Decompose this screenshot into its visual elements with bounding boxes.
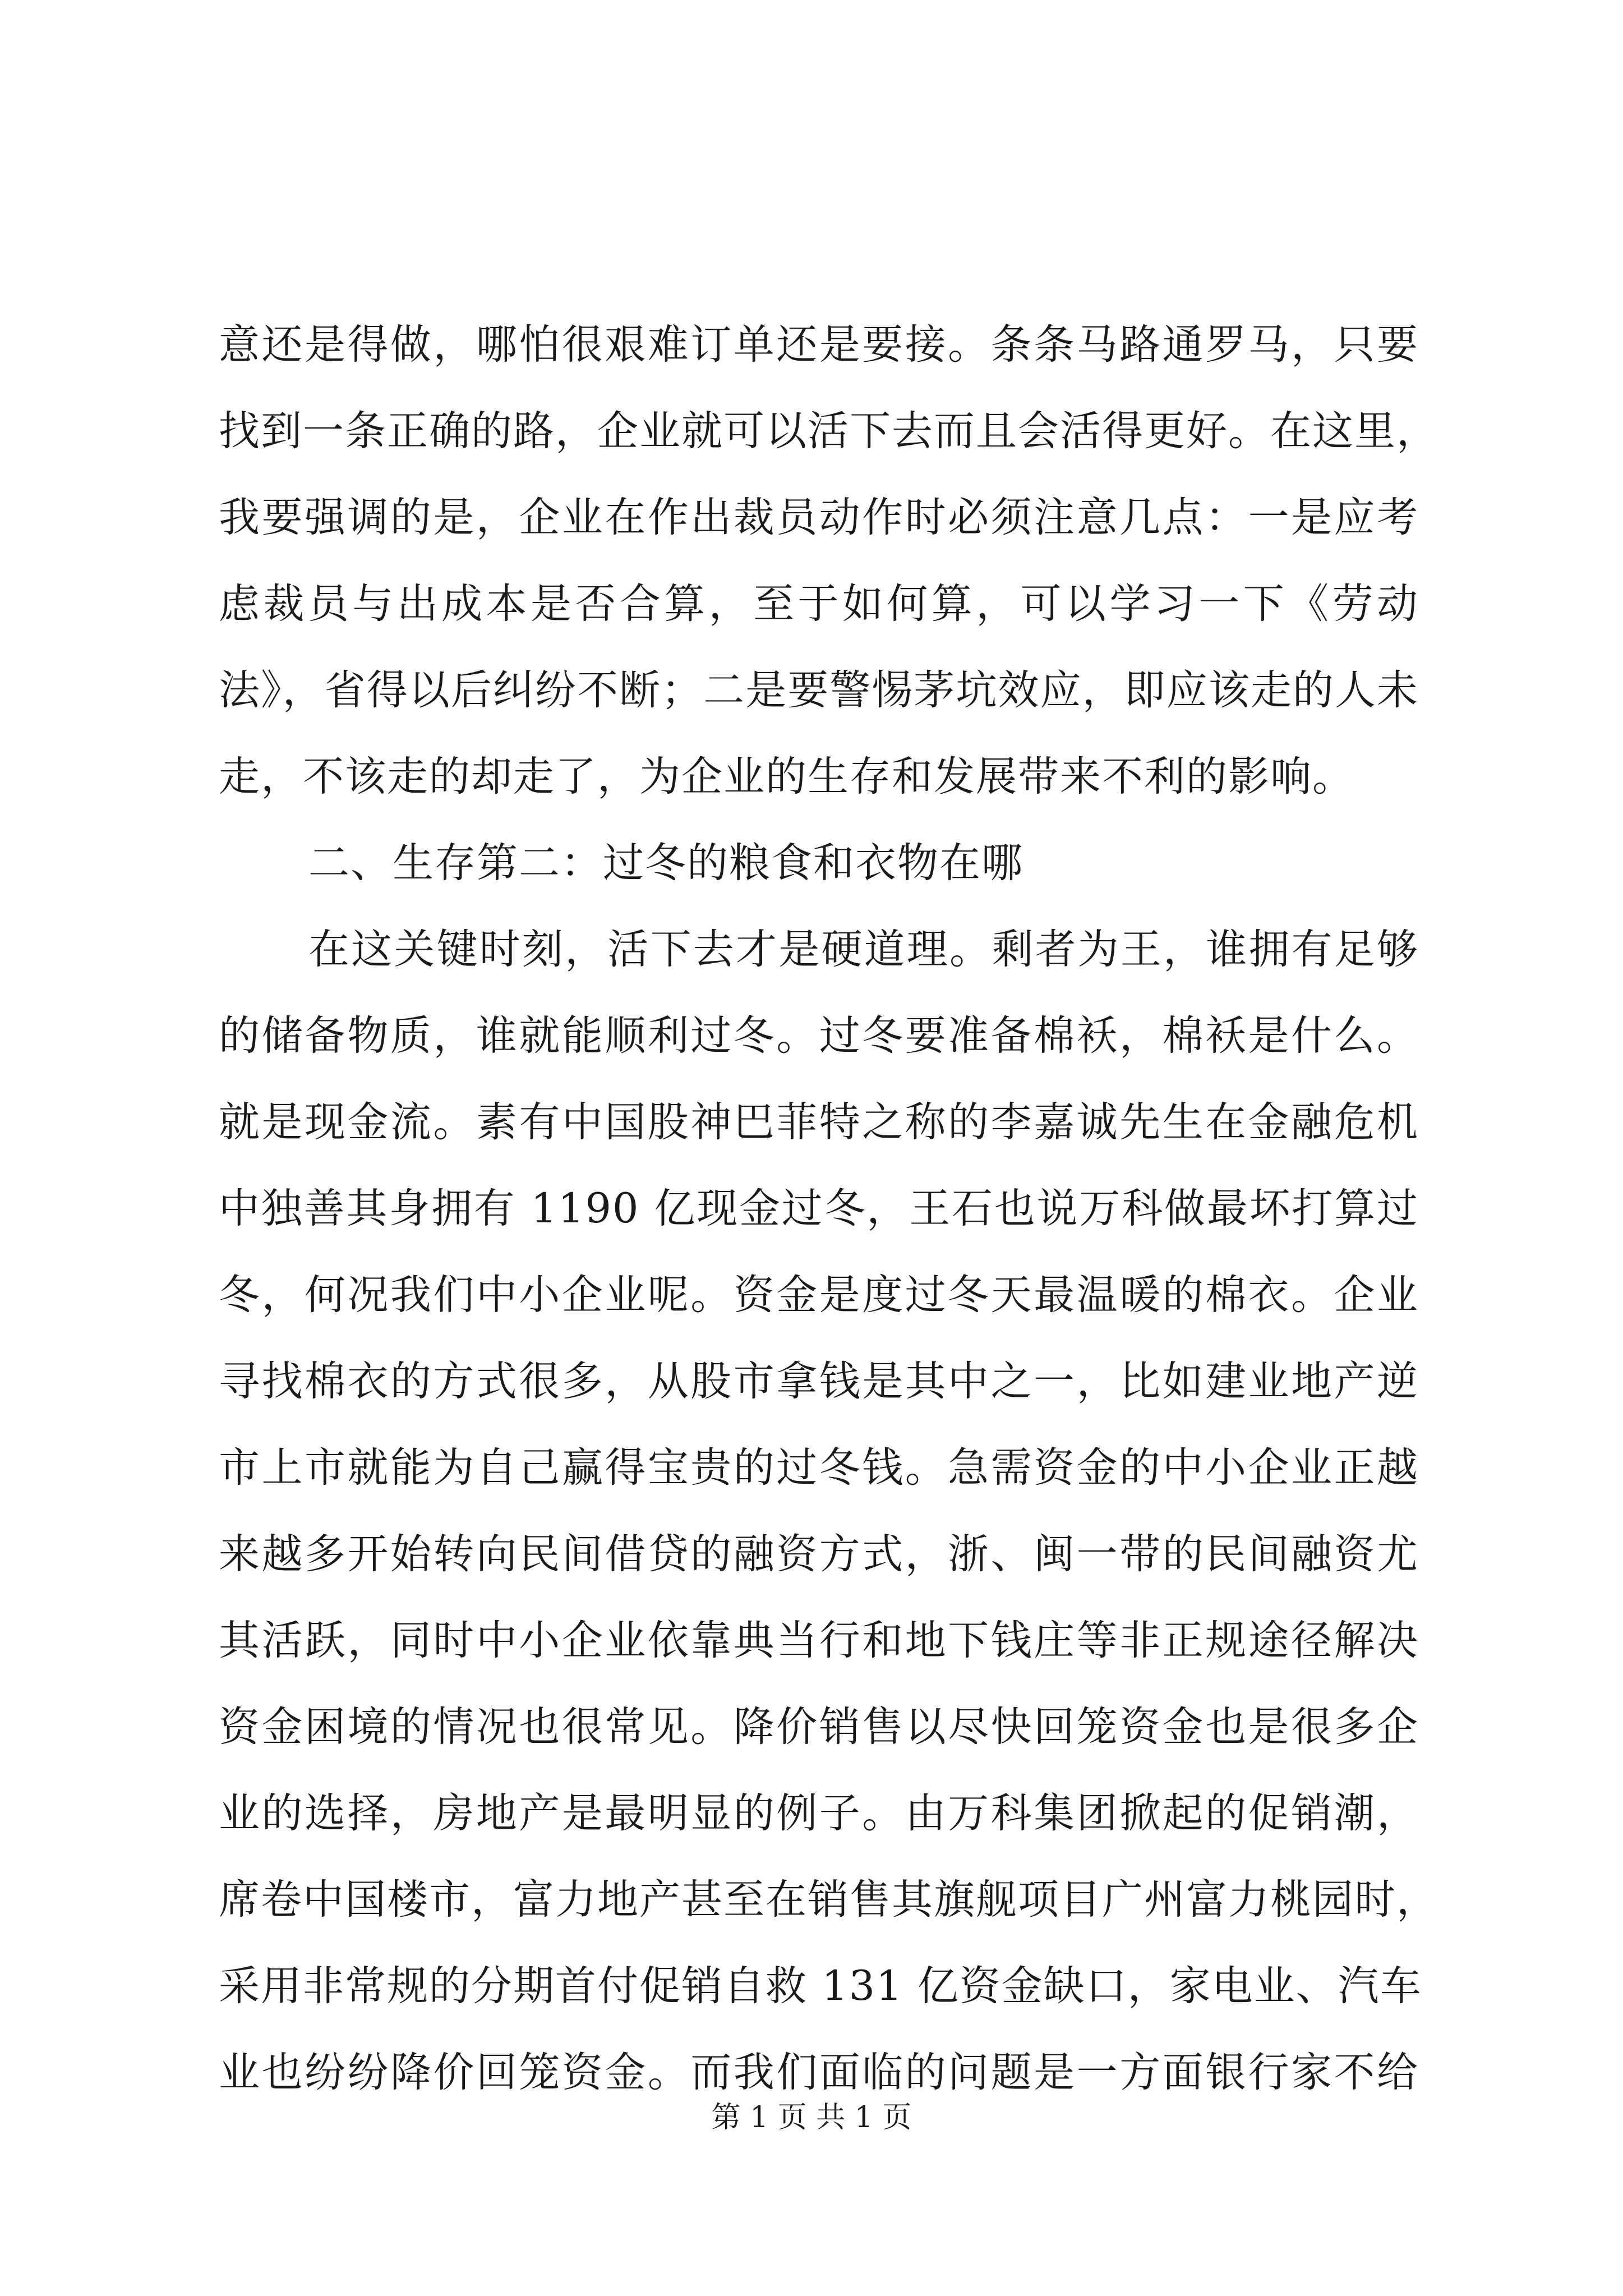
text-line: 寻找棉衣的方式很多，从股市拿钱是其中之一，比如建业地产逆 [219,1358,1419,1405]
text-line: 业的选择，房地产是最明显的例子。由万科集团掀起的促销潮， [219,1789,1419,1837]
page-footer: 第 1 页 共 1 页 [711,2101,912,2134]
text-line: 资金困境的情况也很常见。降价销售以尽快回笼资金也是很多企 [219,1703,1419,1751]
text-line: 找到一条正确的路，企业就可以活下去而且会活得更好。在这里， [219,407,1438,455]
text-line: 我要强调的是，企业在作出裁员动作时必须注意几点：一是应考 [219,494,1419,541]
text-line: 法》，省得以后纠纷不断；二是要警惕茅坑效应，即应该走的人未 [219,666,1419,714]
text-line: 中独善其身拥有 1190 亿现金过冬，王石也说万科做最坏打算过 [219,1185,1419,1232]
text-line: 席卷中国楼市，富力地产甚至在销售其旗舰项目广州富力桃园时， [219,1876,1438,1924]
text-line: 冬，何况我们中小企业呢。资金是度过冬天最温暖的棉衣。企业 [219,1271,1419,1319]
body-text [219,302,1438,2116]
text-line: 采用非常规的分期首付促销自救 131 亿资金缺口，家电业、汽车 [219,1962,1422,2010]
text-line: 来越多开始转向民间借贷的融资方式，浙、闽一带的民间融资尤 [219,1530,1419,1578]
text-line: 意还是得做，哪怕很艰难订单还是要接。条条马路通罗马，只要 [219,321,1419,369]
section-heading: 二、生存第二：过冬的粮食和衣物在哪 [308,839,1023,887]
text-line: 走，不该走的却走了，为企业的生存和发展带来不利的影响。 [219,753,1354,800]
text-line: 就是现金流。素有中国股神巴菲特之称的李嘉诚先生在金融危机 [219,1098,1419,1146]
text-line: 市上市就能为自己赢得宝贵的过冬钱。急需资金的中小企业正越 [219,1444,1419,1492]
paragraph-first-line: 在这关键时刻，活下去才是硬道理。剩者为王，谁拥有足够 [308,926,1419,973]
text-line: 虑裁员与出成本是否合算，至于如何算，可以学习一下《劳动 [219,580,1419,628]
text-line: 的储备物质，谁就能顺利过冬。过冬要准备棉袄，棉袄是什么。 [219,1012,1419,1060]
text-line: 其活跃，同时中小企业依靠典当行和地下钱庄等非正规途径解决 [219,1617,1419,1664]
text-line: 业也纷纷降价回笼资金。而我们面临的问题是一方面银行家不给 [219,2049,1419,2096]
